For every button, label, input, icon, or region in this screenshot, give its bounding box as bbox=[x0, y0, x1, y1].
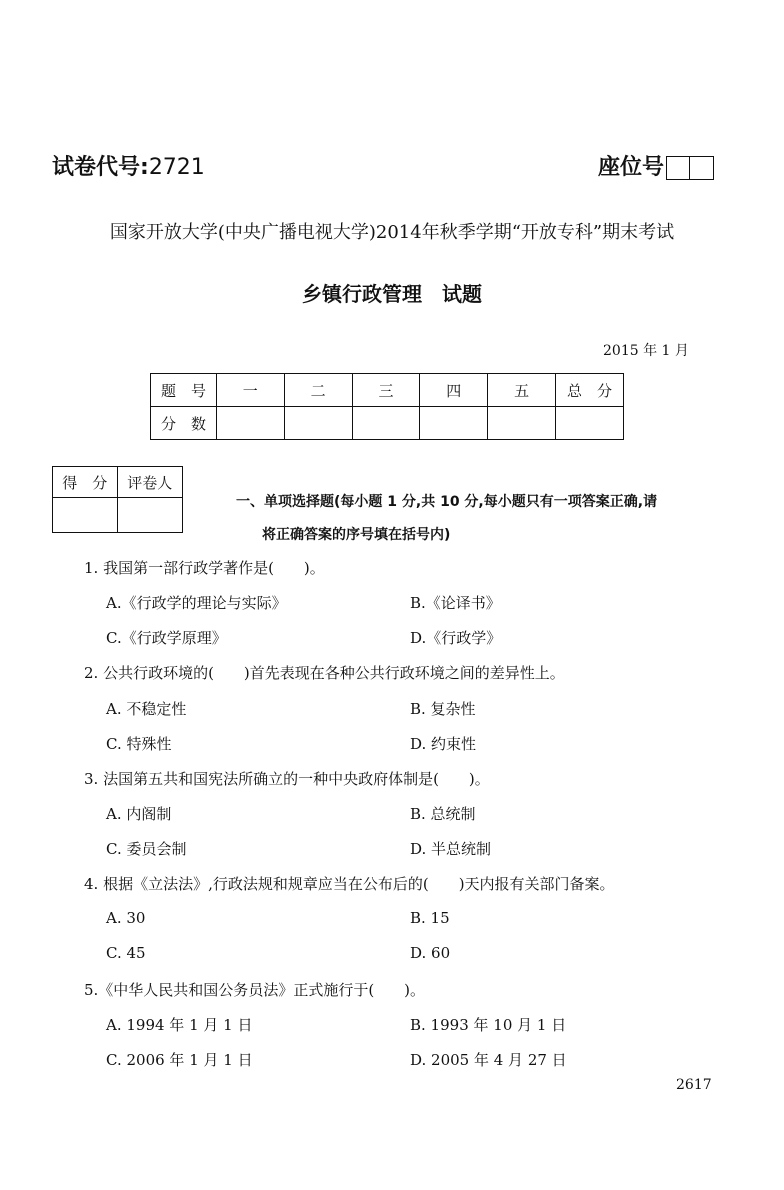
score-entry-cell[interactable] bbox=[216, 407, 284, 440]
section-heading-line1: 一、单项选择题(每小题 1 分,共 10 分,每小题只有一项答案正确,请 bbox=[236, 494, 658, 510]
option-d: D.《行政学》 bbox=[410, 629, 502, 647]
section-heading-line2: 将正确答案的序号填在括号内) bbox=[262, 527, 451, 543]
score-entry-cell[interactable] bbox=[488, 407, 556, 440]
option-b: B. 1993 年 10 月 1 日 bbox=[410, 1016, 567, 1034]
score-table-header-row bbox=[151, 374, 624, 407]
option-b: B.《论译书》 bbox=[410, 594, 501, 612]
seat-number bbox=[598, 150, 714, 181]
score-entry-cell[interactable] bbox=[352, 407, 420, 440]
question-stem: 5.《中华人民共和国公务员法》正式施行于( )。 bbox=[84, 981, 426, 999]
seat-number-label: 座位号 bbox=[598, 155, 665, 180]
score-table-cell: 总 分 bbox=[556, 374, 624, 407]
option-a: A. 30 bbox=[106, 909, 146, 927]
option-b: B. 15 bbox=[410, 909, 450, 927]
exam-subtitle: 国家开放大学(中央广播电视大学)2014年秋季学期“开放专科”期末考试 bbox=[109, 222, 675, 243]
grader-name-cell[interactable] bbox=[117, 498, 182, 533]
seat-number-boxes[interactable] bbox=[666, 156, 714, 180]
score-table-cell: 一 bbox=[216, 374, 284, 407]
option-c: C.《行政学原理》 bbox=[106, 629, 227, 647]
option-a: A. 1994 年 1 月 1 日 bbox=[106, 1016, 253, 1034]
option-d: D. 约束性 bbox=[410, 735, 477, 753]
grader-name-label: 评卷人 bbox=[117, 467, 182, 498]
option-a: A.《行政学的理论与实际》 bbox=[106, 594, 287, 612]
exam-code-value: 2721 bbox=[148, 155, 205, 180]
option-c: C. 委员会制 bbox=[106, 840, 187, 858]
question-stem: 4. 根据《立法法》,行政法规和规章应当在公布后的( )天内报有关部门备案。 bbox=[84, 875, 615, 893]
option-d: D. 60 bbox=[410, 944, 451, 962]
page-number: 2617 bbox=[676, 1077, 712, 1093]
score-table bbox=[150, 373, 624, 440]
exam-date: 2015 年 1 月 bbox=[603, 343, 689, 359]
score-table-cell: 四 bbox=[420, 374, 488, 407]
grader-table bbox=[52, 466, 183, 533]
option-c: C. 45 bbox=[106, 944, 146, 962]
grader-score-label: 得 分 bbox=[53, 467, 118, 498]
option-c: C. 特殊性 bbox=[106, 735, 172, 753]
question-stem: 3. 法国第五共和国宪法所确立的一种中央政府体制是( )。 bbox=[84, 770, 490, 788]
option-a: A. 内阁制 bbox=[106, 805, 172, 823]
score-entry-cell[interactable] bbox=[420, 407, 488, 440]
grader-score-cell[interactable] bbox=[53, 498, 118, 533]
score-table-cell: 分 数 bbox=[151, 407, 217, 440]
question-stem: 2. 公共行政环境的( )首先表现在各种公共行政环境之间的差异性上。 bbox=[84, 664, 565, 682]
seat-box[interactable] bbox=[690, 156, 714, 180]
option-b: B. 总统制 bbox=[410, 805, 476, 823]
option-c: C. 2006 年 1 月 1 日 bbox=[106, 1051, 253, 1069]
option-d: D. 2005 年 4 月 27 日 bbox=[410, 1051, 567, 1069]
exam-code-label: 试卷代号: bbox=[52, 155, 149, 180]
score-table-cell: 三 bbox=[352, 374, 420, 407]
score-table-score-row bbox=[151, 407, 624, 440]
score-table-cell: 题 号 bbox=[151, 374, 217, 407]
seat-box[interactable] bbox=[666, 156, 690, 180]
question-stem: 1. 我国第一部行政学著作是( )。 bbox=[84, 559, 325, 577]
score-table-cell: 五 bbox=[488, 374, 556, 407]
option-b: B. 复杂性 bbox=[410, 700, 476, 718]
score-table-cell: 二 bbox=[284, 374, 352, 407]
option-d: D. 半总统制 bbox=[410, 840, 492, 858]
option-a: A. 不稳定性 bbox=[106, 700, 187, 718]
score-entry-cell[interactable] bbox=[556, 407, 624, 440]
score-entry-cell[interactable] bbox=[284, 407, 352, 440]
exam-title: 乡镇行政管理 试题 bbox=[302, 282, 482, 306]
exam-code bbox=[52, 150, 205, 181]
